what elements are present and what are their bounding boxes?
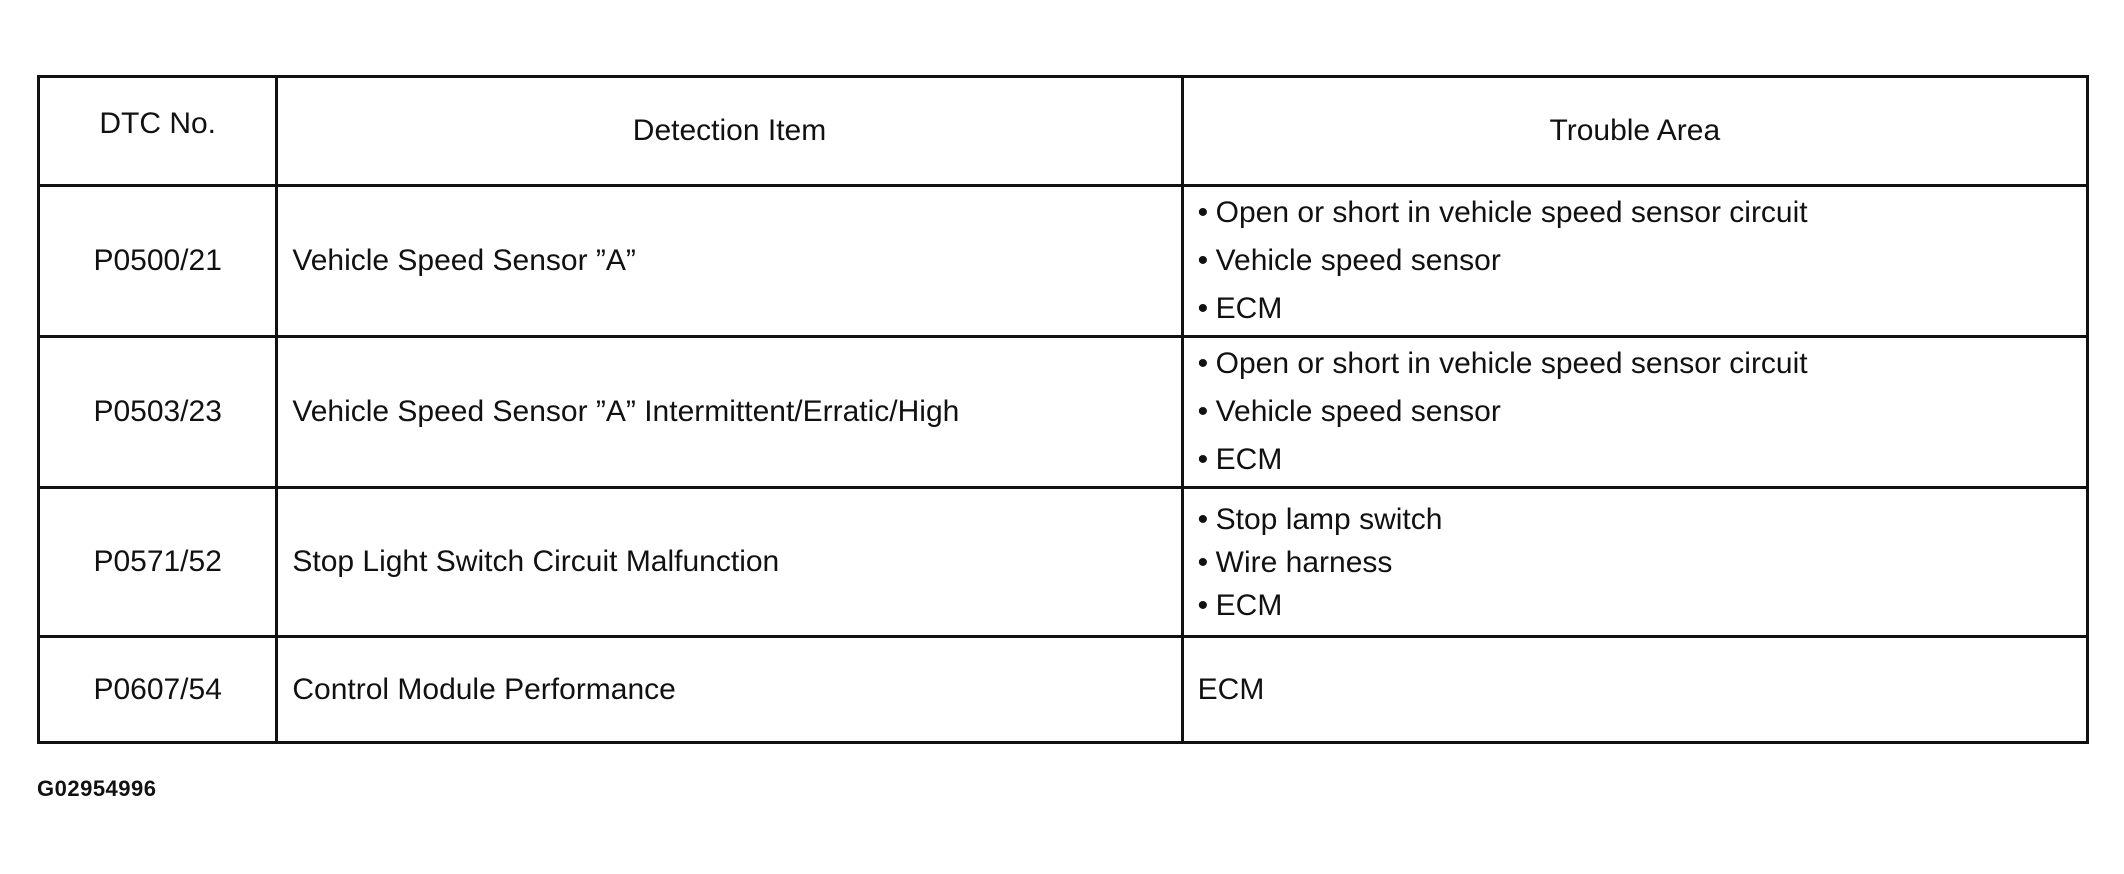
bullet-icon: • — [1197, 443, 1209, 476]
list-item — [1198, 285, 2076, 333]
table-header-row — [39, 77, 2088, 186]
list-item-text: Wire harness — [1215, 545, 1393, 579]
list-item-text: Open or short in vehicle speed sensor circuit — [1215, 196, 1808, 229]
list-item — [1198, 388, 2076, 436]
header-dtc-no: DTC No. — [39, 77, 277, 186]
list-item — [1198, 237, 2076, 285]
dtc-code-cell: P0503/23 — [39, 337, 277, 488]
bullet-icon: • — [1197, 545, 1209, 579]
list-item-text: ECM — [1215, 443, 1283, 476]
list-item — [1198, 541, 2076, 584]
list-item-text: ECM — [1215, 292, 1283, 325]
header-trouble-area: Trouble Area — [1182, 77, 2087, 186]
trouble-area-list — [1198, 189, 2076, 333]
list-item-text: Open or short in vehicle speed sensor circuit — [1215, 347, 1808, 380]
detection-item-cell: Stop Light Switch Circuit Malfunction — [277, 488, 1182, 637]
bullet-icon: • — [1197, 196, 1209, 229]
dtc-code-cell: P0607/54 — [39, 637, 277, 743]
list-item-text: Stop lamp switch — [1215, 502, 1443, 536]
trouble-area-cell — [1182, 337, 2087, 488]
bullet-icon: • — [1197, 502, 1209, 536]
list-item-text: Vehicle speed sensor — [1215, 244, 1501, 277]
trouble-area-list — [1198, 498, 2076, 627]
list-item — [1198, 584, 2076, 627]
bullet-icon: • — [1197, 347, 1209, 380]
list-item — [1198, 189, 2076, 237]
figure-id: G02954996 — [37, 776, 157, 801]
trouble-area-cell: ECM — [1182, 637, 2087, 743]
trouble-area-cell — [1182, 186, 2087, 337]
table-row — [39, 488, 2088, 637]
list-item — [1198, 436, 2076, 484]
list-item-text: Vehicle speed sensor — [1215, 395, 1501, 428]
trouble-area-cell — [1182, 488, 2087, 637]
table-row — [39, 337, 2088, 488]
dtc-table — [37, 75, 2089, 744]
bullet-icon: • — [1197, 395, 1209, 428]
list-item — [1198, 340, 2076, 388]
dtc-code-cell: P0571/52 — [39, 488, 277, 637]
bullet-icon: • — [1197, 588, 1209, 622]
detection-item-cell: Vehicle Speed Sensor ”A” Intermittent/Erratic/High — [277, 337, 1182, 488]
table-row — [39, 186, 2088, 337]
list-item-text: ECM — [1215, 588, 1283, 622]
list-item — [1198, 498, 2076, 541]
header-detection-item: Detection Item — [277, 77, 1182, 186]
trouble-area-list — [1198, 340, 2076, 484]
detection-item-cell: Control Module Performance — [277, 637, 1182, 743]
detection-item-cell: Vehicle Speed Sensor ”A” — [277, 186, 1182, 337]
dtc-code-cell: P0500/21 — [39, 186, 277, 337]
bullet-icon: • — [1197, 292, 1209, 325]
table-row — [39, 637, 2088, 743]
bullet-icon: • — [1197, 244, 1209, 277]
